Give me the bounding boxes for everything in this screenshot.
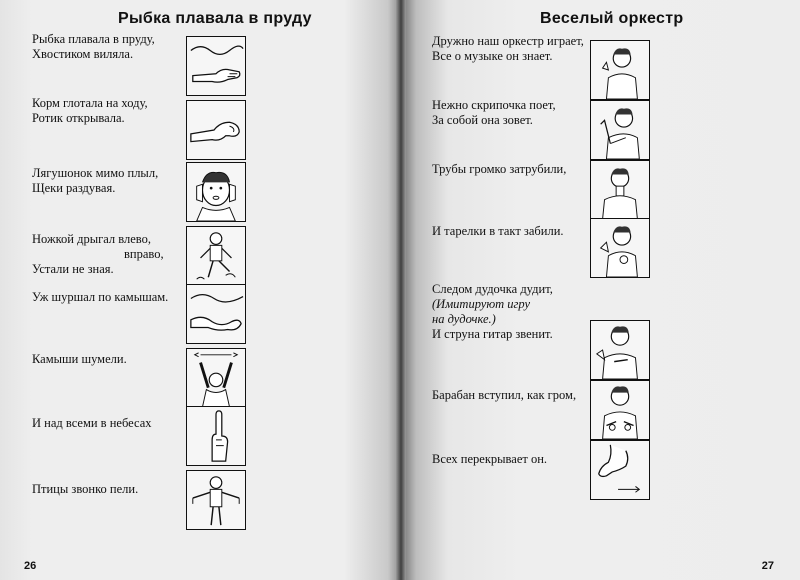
stanza <box>432 388 576 403</box>
child-waving-icon <box>590 40 650 100</box>
verse-line: Барабан вступил, как гром, <box>432 388 577 402</box>
verse-line: Хвостиком виляла. <box>32 47 134 61</box>
verse-line: И над всеми в небесах <box>32 416 152 430</box>
verse-line: Лягушонок мимо плыл, <box>32 166 159 180</box>
drum-playing-icon <box>590 380 650 440</box>
verse-line: вправо, <box>124 247 164 261</box>
verse-line: Дружно наш оркестр играет, <box>432 34 584 48</box>
verse-line: И тарелки в такт забили. <box>432 224 564 238</box>
stanza <box>432 282 553 342</box>
verse-line: Следом дудочка дудит, <box>432 282 553 296</box>
verse-line: Трубы громко затрубили, <box>432 162 567 176</box>
pointing-up-hand-icon <box>186 406 246 466</box>
verse-line: Всех перекрывает он. <box>432 452 548 466</box>
verse-line: Камыши шумели. <box>32 352 127 366</box>
page-number: 27 <box>761 560 774 572</box>
wavy-hand-icon <box>186 36 246 96</box>
page-title: Рыбка плавала в пруду <box>118 10 312 27</box>
book-gutter <box>396 0 406 580</box>
right-page <box>400 0 800 580</box>
hand-sweep-icon <box>590 440 650 500</box>
verse-line: За собой она зовет. <box>432 113 533 127</box>
stanza <box>32 32 155 62</box>
verse-line: Ротик открывала. <box>32 111 125 125</box>
grabbing-hand-icon <box>186 100 246 160</box>
verse-line: Нежно скрипочка поет, <box>432 98 556 112</box>
stanza <box>32 482 138 497</box>
stanza <box>32 416 152 431</box>
verse-line: Птицы звонко пели. <box>32 482 139 496</box>
verse-line: И струна гитар звенит. <box>432 327 553 341</box>
trumpet-playing-icon <box>590 160 650 220</box>
verse-line: на дудочке.) <box>432 312 496 326</box>
arms-up-swaying-icon <box>186 348 246 408</box>
verse-line: Рыбка плавала в пруду, <box>32 32 155 46</box>
page-title: Веселый оркестр <box>540 10 684 27</box>
cymbals-playing-icon <box>590 218 650 278</box>
puffed-cheeks-icon <box>186 162 246 222</box>
stanza <box>32 232 164 277</box>
kicking-child-icon <box>186 226 246 286</box>
page-number: 26 <box>24 560 37 572</box>
stanza <box>32 290 168 305</box>
stanza <box>32 96 148 126</box>
stanza <box>432 162 566 177</box>
violin-playing-icon <box>590 100 650 160</box>
verse-line: Все о музыке он знает. <box>432 49 553 63</box>
stanza <box>32 352 127 367</box>
stanza <box>432 98 556 128</box>
verse-line: Корм глотала на ходу, <box>32 96 148 110</box>
snake-hand-icon <box>186 284 246 344</box>
stanza <box>32 166 158 196</box>
verse-line: (Имитируют игру <box>432 297 531 311</box>
verse-line: Ножкой дрыгал влево, <box>32 232 151 246</box>
verse-line: Щеки раздувая. <box>32 181 116 195</box>
verse-line: Устали не зная. <box>32 262 114 276</box>
stanza <box>432 452 547 467</box>
stanza <box>432 224 564 239</box>
verse-line: Уж шуршал по камышам. <box>32 290 169 304</box>
bird-arms-icon <box>186 470 246 530</box>
guitar-playing-icon <box>590 320 650 380</box>
stanza <box>432 34 584 64</box>
